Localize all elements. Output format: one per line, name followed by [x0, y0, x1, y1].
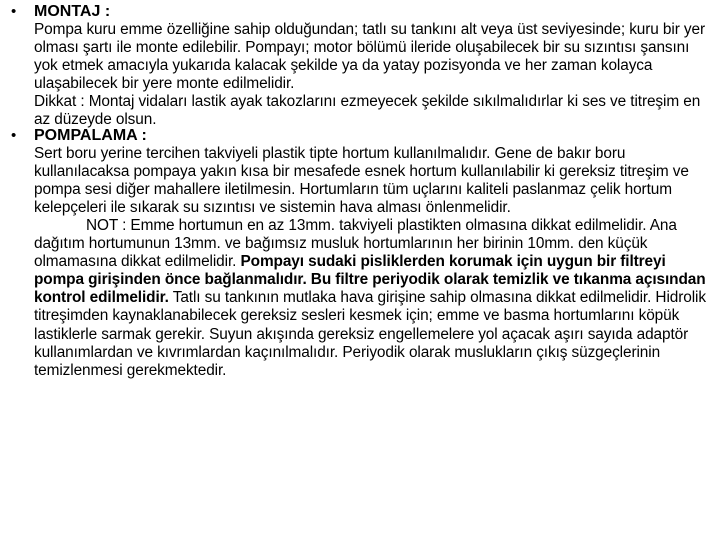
montaj-paragraph-2: Dikkat : Montaj vidaları lastik ayak takozlarını ezmeyecek şekilde sıkılmalıdırlar ki ses ve titreşim en az düzeyde olsun.	[34, 93, 701, 129]
bullet-dot-icon: •	[11, 3, 17, 20]
bullet-dot-icon: •	[11, 126, 17, 144]
section-heading-pompalama: POMPALAMA :	[34, 126, 147, 144]
note-indent	[34, 217, 86, 234]
montaj-paragraph-1: Pompa kuru emme özelliğine sahip olduğundan; tatlı su tankını alt veya üst seviyesinde; kuru bir yer olması şartı ile monte edilebilir. Pompayı; motor bölümü ileride oluşabilecek bir su sızıntısı şansını yok etmek amacıyla yukarıda kalacak şekilde ya da yatay pozisyonda ve her zaman kolayca ulaşabilecek bir yere monte edilmelidir.	[34, 21, 705, 93]
note-bold-text: Pompayı sudaki pisliklerden korumak için uygun bir filtreyi pompa girişinden önce bağlanmalıdır. Bu filtre periyodik olarak temizlik ve tıkanma açısından kontrol edilmelidir.	[34, 253, 706, 307]
bullet-item-montaj	[0, 3, 720, 130]
note-tail-text: Tatlı su tankının mutlaka hava girişine sahip olmasına dikkat edilmelidir. Hidrolik titreşimden kaynaklanabilecek gereksiz sesleri kesmek için; emme ve basma hortumlarını köpük lastiklerle sarmak gerekir. Suyun akışında gereksiz engellemelere yol açacak aşırı sayıda adaptör kullanımlardan ve kıvrımlardan kaçınılmalıdır. Periyodik olarak muslukların çıkış süzgeçlerinin temizlenmesi gerekmektedir.	[34, 289, 706, 379]
bullet-item-pompalama	[0, 127, 720, 380]
section-heading-montaj: MONTAJ :	[34, 3, 111, 20]
note-lead-text: NOT : Emme hortumun en az 13mm. takviyeli plastikten olmasına dikkat edilmelidir. Ana dağıtım hortumunun 13mm. ve bağımsız musluk hortumlarının her birinin 10mm. den küçük olmamasına dikkat edilmelidir.	[34, 216, 677, 271]
pompalama-note-paragraph	[34, 217, 706, 380]
pompalama-paragraph-1: Sert boru yerine tercihen takviyeli plastik tipte hortum kullanılmalıdır. Gene de bakır boru kullanılacaksa pompaya yakın kısa bir mesafede esnek hortum kullanılabilir ki gereksiz titreşim ve pompa sesi diğer mahallere iletilmesin. Hortumların tüm uçlarını kaliteli paslanmaz çelik hortum kelepçeleri ile sıkarak su sızıntısı ve sistemin hava alması önlenmelidir.	[34, 144, 689, 216]
